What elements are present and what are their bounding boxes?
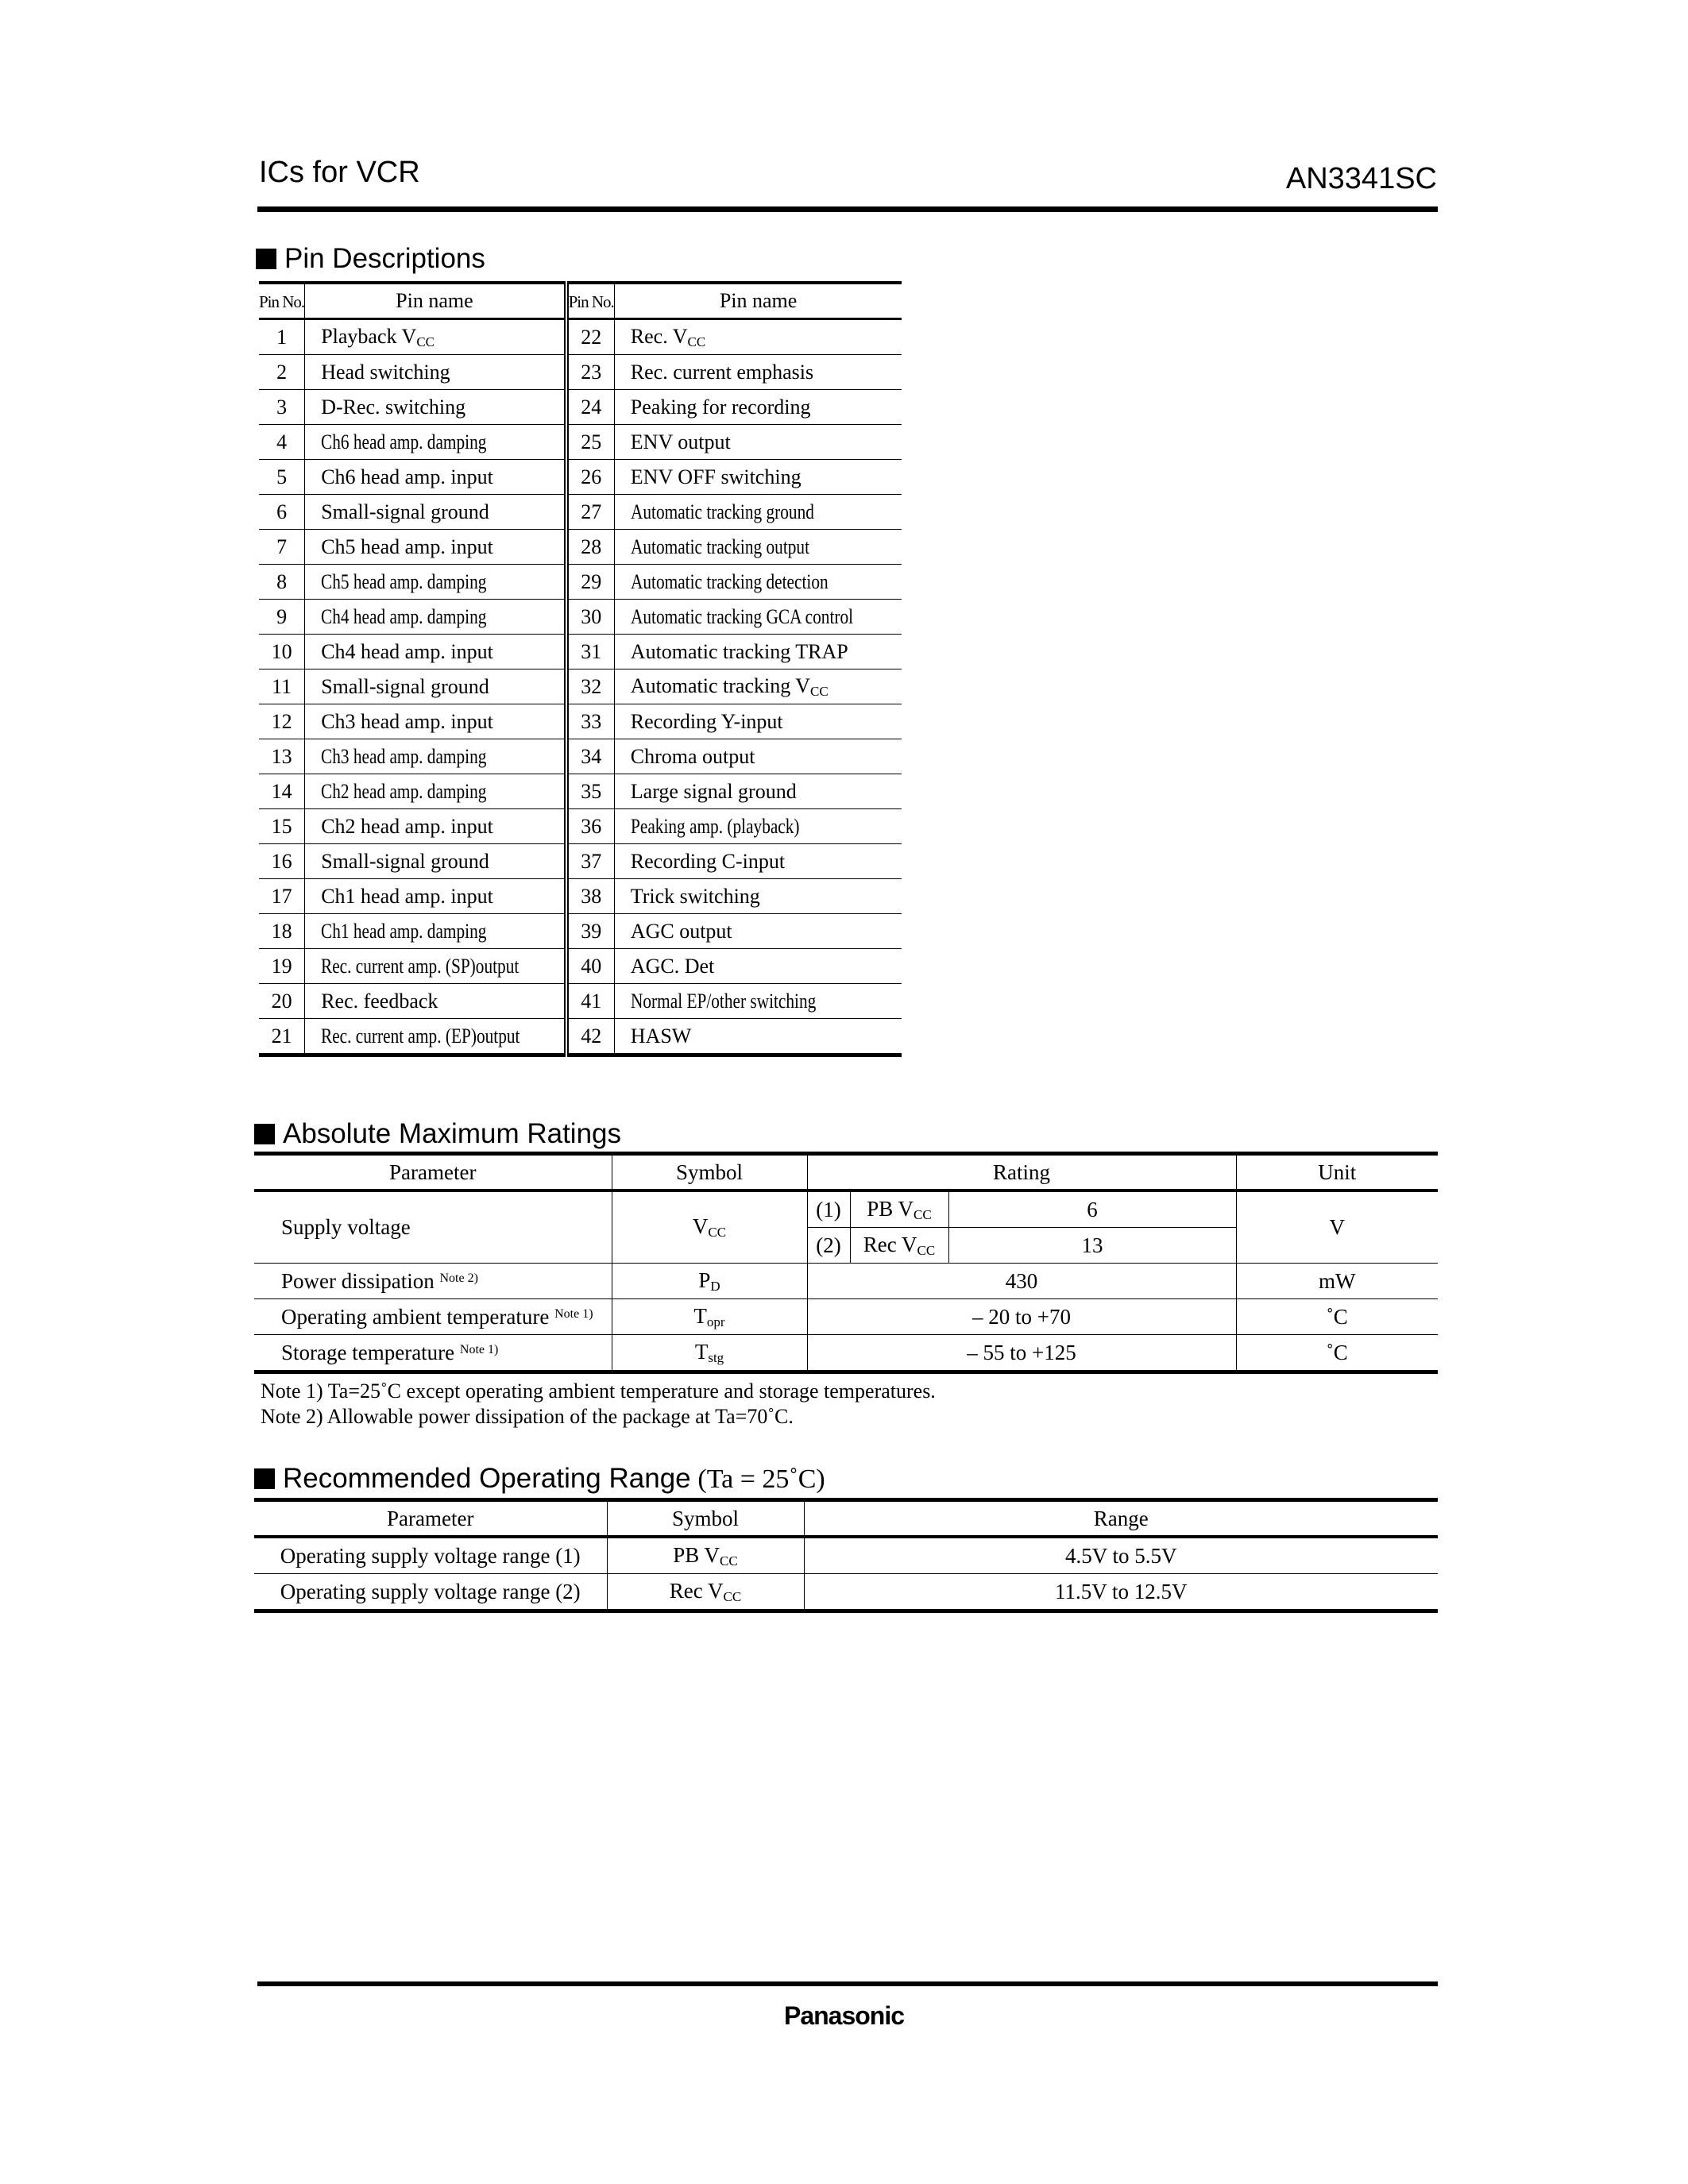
pin-row [259,669,902,704]
pin-name: Automatic tracking ground [614,495,902,530]
pin-number: 41 [566,984,615,1019]
pin-name: D-Rec. switching [305,390,566,425]
pin-name: HASW [630,1024,692,1048]
pin-number: 6 [259,495,305,530]
power-dissipation-parameter: Power dissipation $^{Note 2)}$ [254,1264,612,1299]
pin-table-header [259,283,902,319]
rec-parameter: Operating supply voltage range (2) [254,1574,607,1611]
pin-row [259,355,902,390]
note-2: Note 2) Allowable power dissipation of the package at Ta=70˚C. [261,1405,794,1428]
abs-row-supply [254,1190,1438,1228]
rating-label-pb: PB $V_{CC}$ [850,1190,948,1228]
rating-index-2: (2) [807,1228,850,1264]
abs-table-header [254,1154,1438,1191]
rating-value-pb: 6 [948,1190,1236,1228]
pin-name: Automatic tracking GCA control [614,600,902,635]
pin-name: Normal EP/other switching [614,984,902,1019]
panasonic-logo: Panasonic [783,2001,905,2030]
pin-row [259,949,902,984]
pin-name: Small-signal ground [305,669,566,704]
pin-table-body [259,319,902,1055]
pin-row [259,460,902,495]
header-part-number: AN3341SC [1285,162,1437,195]
pin-name: Automatic tracking output [614,530,902,565]
pin-name: Ch2 head amp. damping [305,774,566,809]
pin-number: 9 [259,600,305,635]
pin-number: 26 [566,460,615,495]
pin-row [259,984,902,1019]
pin-name: Ch3 head amp. input [305,704,566,739]
power-dissipation-rating: 430 [807,1264,1236,1299]
operating-temp-symbol: $T_{opr}$ [612,1299,807,1335]
pin-number: 7 [259,530,305,565]
abs-parameter-header: Parameter [254,1154,612,1191]
rec-range-title: Recommended Operating Range (Ta = 25˚C) [254,1463,825,1495]
abs-rating-header: Rating [807,1154,1236,1191]
abs-ratings-table [254,1152,1438,1374]
pin-number: 15 [259,809,305,844]
header-category: ICs for VCR [259,156,420,189]
square-bullet-icon [254,1468,275,1489]
rec-range-header: Range [804,1500,1438,1538]
pin-name: Ch2 head amp. input [305,809,566,844]
rec-range-table [254,1498,1438,1613]
rec-range-value: 11.5V to 12.5V [1054,1579,1188,1603]
pin-number: 35 [566,774,615,809]
storage-temp-parameter: Storage temperature $^{Note 1)}$ [254,1335,612,1372]
operating-temp-parameter: Operating ambient temperature $^{Note 1)}$ [254,1299,612,1335]
pin-number: 4 [259,425,305,460]
pin-name: Head switching [305,355,566,390]
pin-no-header: Pin No. [259,283,305,319]
storage-temp-symbol: $T_{stg}$ [612,1335,807,1372]
pin-row [259,879,902,914]
pin-number: 16 [259,844,305,879]
pin-name-header: Pin name [305,283,566,319]
abs-symbol-header: Symbol [612,1154,807,1191]
pin-number: 12 [259,704,305,739]
pin-number: 19 [259,949,305,984]
pin-number: 11 [259,669,305,704]
pin-name: Small-signal ground [305,844,566,879]
pin-number: 13 [259,739,305,774]
rec-row [254,1574,1438,1611]
pin-no-header: Pin No. [566,283,615,319]
pin-row [259,635,902,669]
pin-row [259,530,902,565]
rec-symbol: PB $V_{CC}$ [607,1537,804,1574]
pin-name: Playback $V_{CC}$ [305,319,566,355]
pin-number: 33 [566,704,615,739]
pin-number: 18 [259,914,305,949]
pin-row [259,390,902,425]
rating-value-rec: 13 [948,1228,1236,1264]
pin-name: Ch1 head amp. damping [305,914,566,949]
pin-number: 8 [259,565,305,600]
pin-row [259,1019,902,1055]
abs-row-storage-temp [254,1335,1438,1372]
pin-row [259,739,902,774]
supply-voltage-parameter: Supply voltage [254,1190,612,1264]
footer-rule [257,1981,1438,1986]
pin-name: Ch5 head amp. damping [305,565,566,600]
pin-number: 3 [259,390,305,425]
pin-name: Automatic tracking $V_{CC}$ [614,669,902,704]
pin-name-header: Pin name [614,283,902,319]
rec-range-condition: (Ta = 25˚C) [697,1464,825,1494]
rec-range-value: 4.5V to 5.5V [804,1537,1438,1574]
pin-name: Rec. current amp. (SP)output [305,949,566,984]
abs-row-operating-temp [254,1299,1438,1335]
rating-label-rec: Rec $V_{CC}$ [850,1228,948,1264]
pin-number: 30 [566,600,615,635]
pin-descriptions-title: Pin Descriptions [256,243,485,275]
pin-number: 2 [259,355,305,390]
pin-number: 24 [566,390,615,425]
pin-number: 39 [566,914,615,949]
pin-name: Recording C-input [614,844,902,879]
pin-row [259,704,902,739]
abs-unit-header: Unit [1236,1154,1438,1191]
pin-name: AGC. Det [614,949,902,984]
operating-temp-unit: ˚C [1236,1299,1438,1335]
pin-row [259,600,902,635]
supply-voltage-symbol: $V_{CC}$ [612,1190,807,1264]
abs-notes [261,1379,936,1430]
square-bullet-icon [256,249,276,269]
pin-name: ENV OFF switching [614,460,902,495]
pin-number: 20 [259,984,305,1019]
pin-row [259,565,902,600]
pin-name: Ch6 head amp. damping [305,425,566,460]
pin-number: 34 [566,739,615,774]
pin-name: Rec. $V_{CC}$ [614,319,902,355]
pin-name: Small-signal ground [305,495,566,530]
rec-symbol: Rec $V_{CC}$ [607,1574,804,1611]
pin-number: 22 [566,319,615,355]
pin-number: 38 [566,879,615,914]
pin-name: Automatic tracking TRAP [614,635,902,669]
rec-parameter-header: Parameter [254,1500,607,1538]
pin-name: Ch6 head amp. input [305,460,566,495]
pin-number: 36 [566,809,615,844]
storage-temp-rating: – 55 to +125 [807,1335,1236,1372]
pin-name: Ch1 head amp. input [305,879,566,914]
pin-number: 25 [566,425,615,460]
note-1: Note 1) Ta=25˚C except operating ambient temperature and storage temperatures. [261,1379,936,1403]
pin-row [259,425,902,460]
pin-number: 32 [566,669,615,704]
abs-ratings-title: Absolute Maximum Ratings [254,1118,621,1150]
rec-table-header [254,1500,1438,1538]
pin-name: Rec. current amp. (EP)output [321,1024,520,1048]
pin-name: ENV output [614,425,902,460]
pin-number: 37 [566,844,615,879]
pin-row [259,844,902,879]
square-bullet-icon [254,1124,275,1144]
pin-row [259,774,902,809]
pin-number: 42 [566,1019,615,1055]
pin-name: Ch4 head amp. input [305,635,566,669]
rec-parameter: Operating supply voltage range (1) [254,1537,607,1574]
pin-name: Large signal ground [614,774,902,809]
pin-name: Trick switching [614,879,902,914]
pin-number: 5 [259,460,305,495]
pin-name: Ch4 head amp. damping [305,600,566,635]
pin-row [259,914,902,949]
abs-row-power [254,1264,1438,1299]
pin-row [259,319,902,355]
pin-name: Peaking amp. (playback) [614,809,902,844]
pin-row [259,809,902,844]
pin-number: 29 [566,565,615,600]
pin-name: Recording Y-input [614,704,902,739]
power-dissipation-unit: mW [1236,1264,1438,1299]
pin-number: 23 [566,355,615,390]
pin-number: 21 [259,1019,305,1055]
pin-number: 28 [566,530,615,565]
pin-number: 31 [566,635,615,669]
operating-temp-rating: – 20 to +70 [807,1299,1236,1335]
pin-number: 10 [259,635,305,669]
header-rule [257,206,1438,212]
pin-name: AGC output [614,914,902,949]
pin-name: Ch3 head amp. damping [305,739,566,774]
pin-name: Automatic tracking detection [614,565,902,600]
pin-name: Rec. current emphasis [614,355,902,390]
pin-name: Peaking for recording [614,390,902,425]
power-dissipation-symbol: $P_D$ [612,1264,807,1299]
pin-name: Chroma output [614,739,902,774]
pin-name: Ch5 head amp. input [305,530,566,565]
pin-row [259,495,902,530]
pin-name: Rec. feedback [305,984,566,1019]
pin-number: 40 [566,949,615,984]
rating-index-1: (1) [807,1190,850,1228]
supply-voltage-unit: V [1236,1190,1438,1264]
pin-number: 27 [566,495,615,530]
rec-symbol-header: Symbol [607,1500,804,1538]
storage-temp-unit: ˚C [1326,1340,1348,1364]
pin-table [259,281,902,1057]
pin-number: 17 [259,879,305,914]
rec-row [254,1537,1438,1574]
pin-number: 1 [259,319,305,355]
pin-number: 14 [259,774,305,809]
